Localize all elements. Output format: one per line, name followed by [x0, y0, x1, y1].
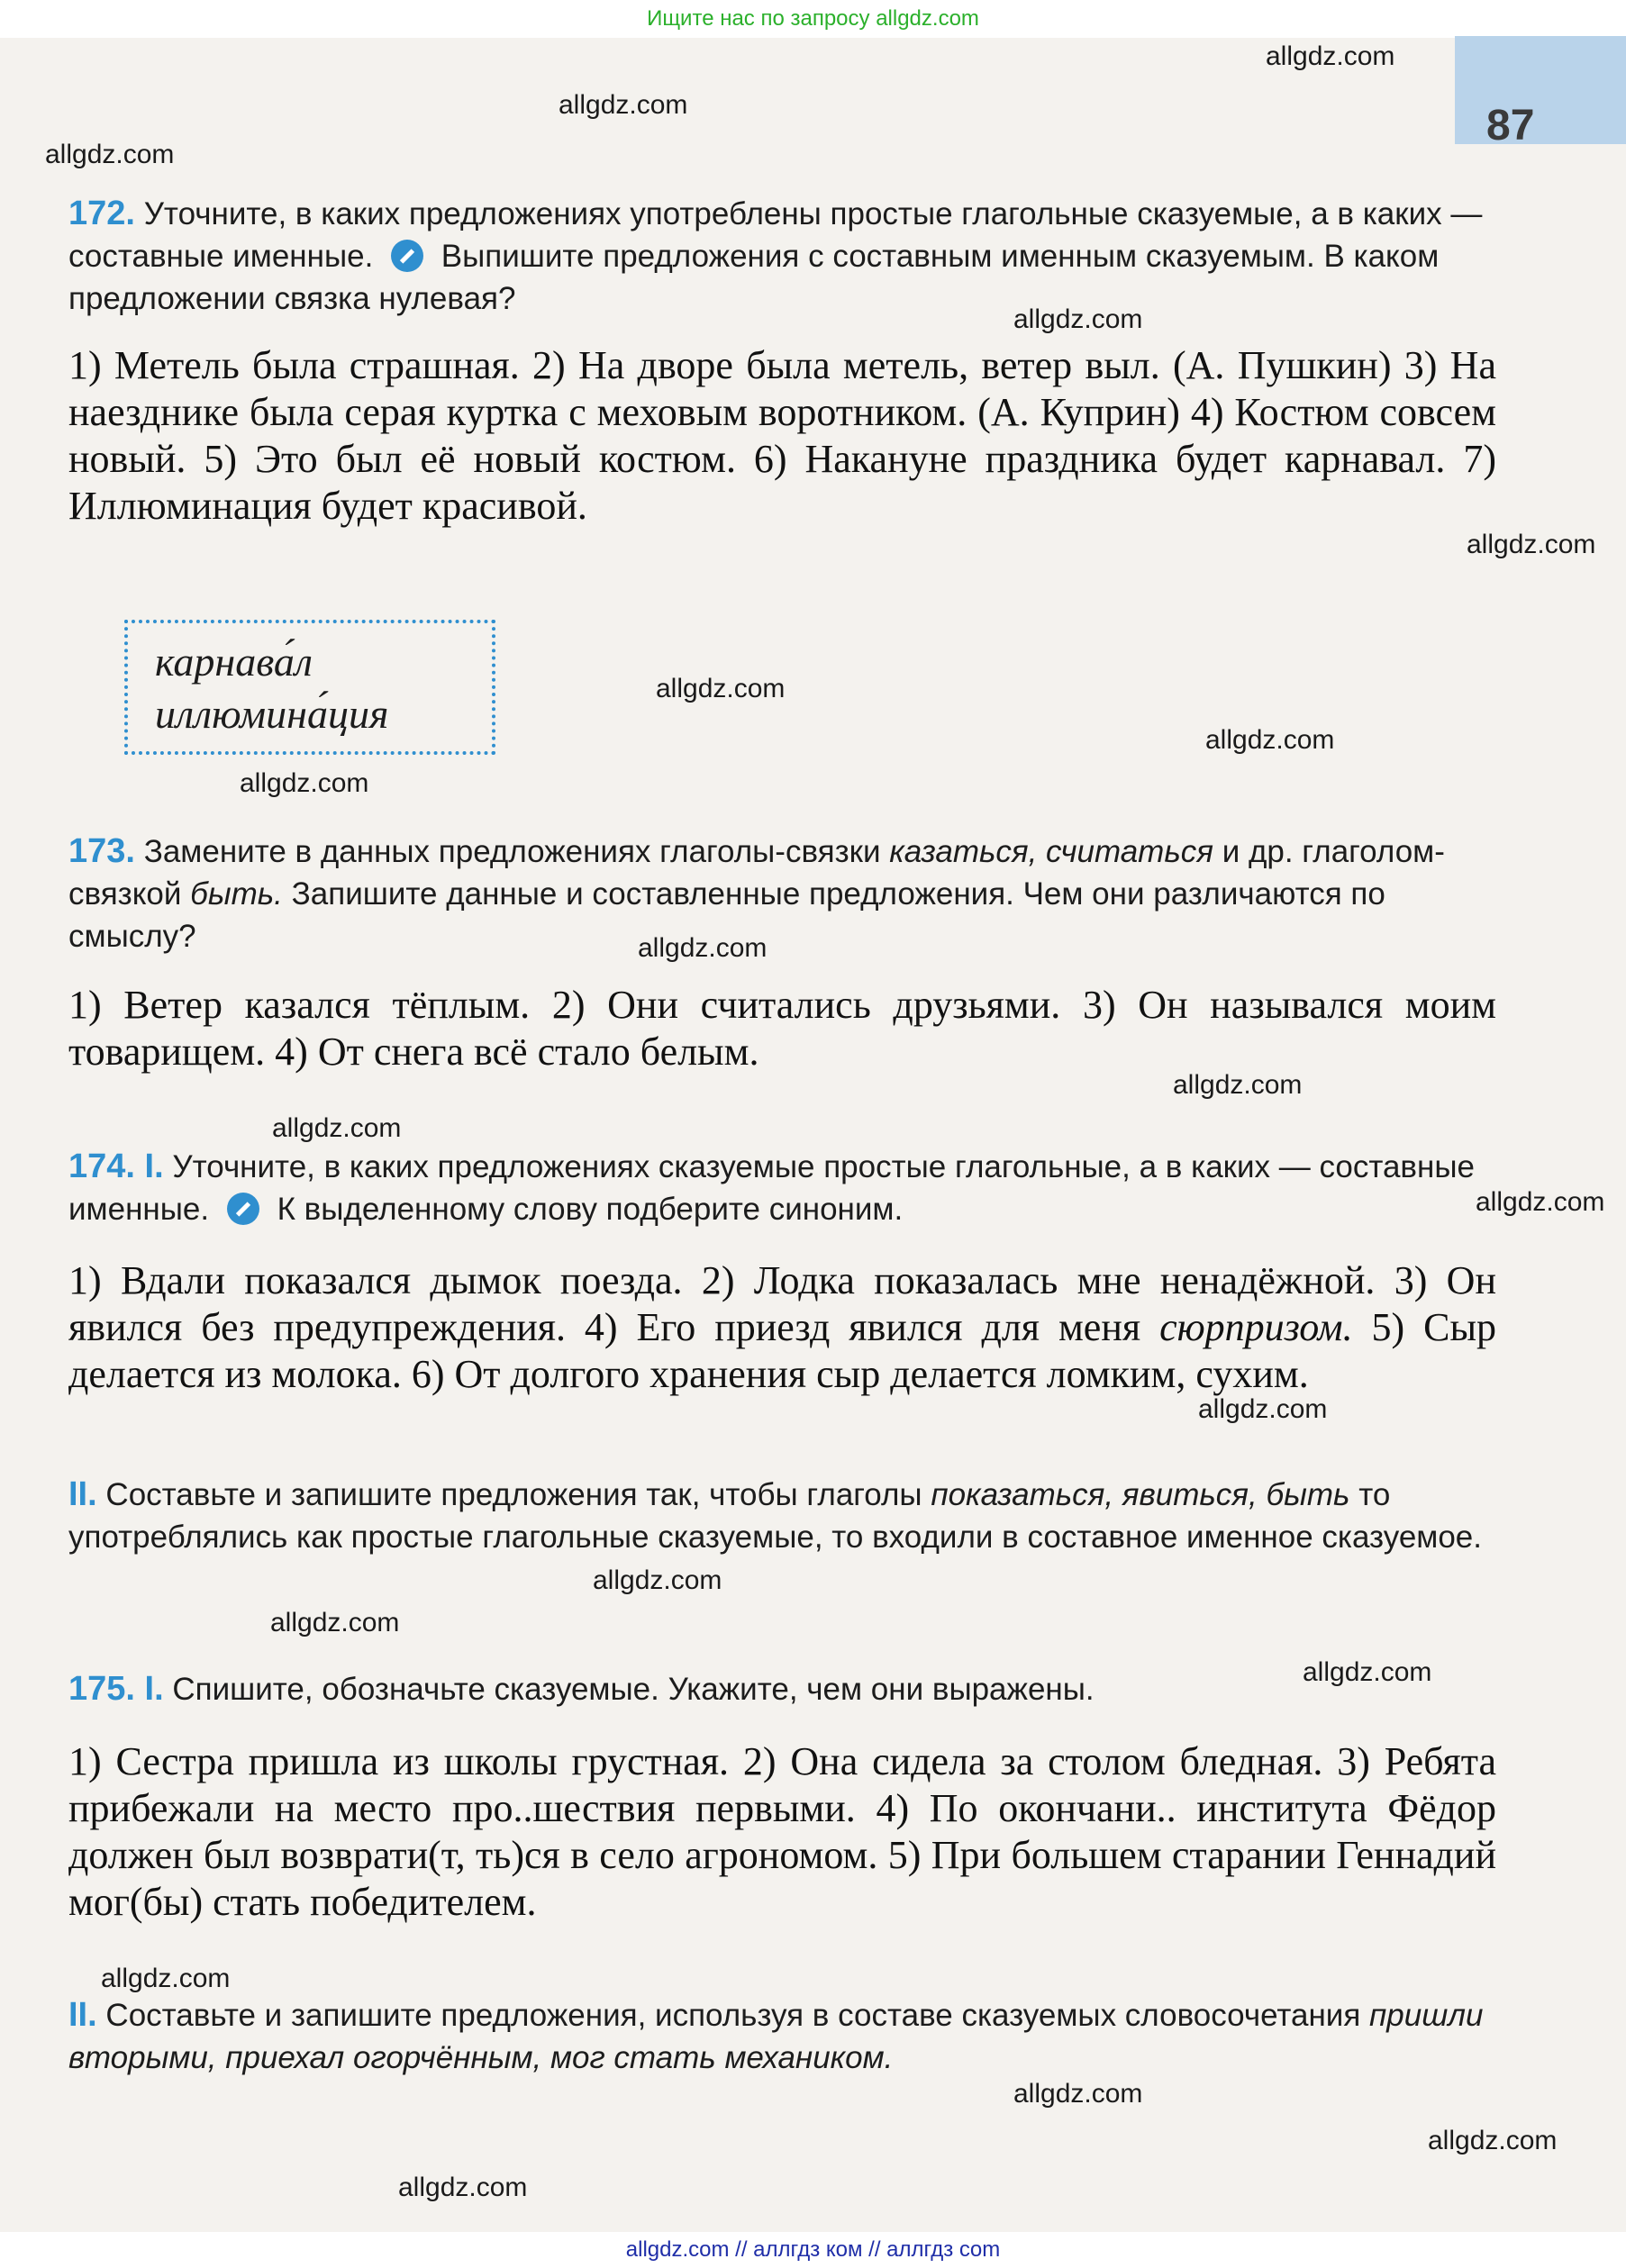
- bottom-banner[interactable]: allgdz.com // аллгдз ком // аллгдз com: [0, 2232, 1626, 2268]
- task-174-part2-number: II.: [68, 1475, 97, 1513]
- vocabulary-box: [124, 620, 495, 755]
- pencil-icon: [227, 1193, 259, 1225]
- watermark: allgdz.com: [45, 140, 175, 169]
- top-banner[interactable]: Ищите нас по запросу allgdz.com: [0, 0, 1626, 38]
- watermark: allgdz.com: [1198, 1394, 1328, 1424]
- task-174-text1: Уточните, в каких предложениях сказуемые простые глагольные, а в каких — составные именные.: [68, 1149, 1475, 1227]
- task-175-text: Спишите, обозначьте сказуемые. Укажите, чем они выражены.: [172, 1672, 1095, 1707]
- page-number: 87: [1486, 102, 1535, 150]
- watermark: allgdz.com: [272, 1113, 402, 1143]
- vocab-word-carnival: карнава́л: [155, 639, 313, 685]
- task-175-number: 175. I.: [68, 1670, 164, 1708]
- vocab-word-illumination: иллюмина́ция: [155, 691, 389, 737]
- task-175-part2-a: Составьте и запишите предложения, используя в составе сказуемых словосочетания: [105, 1998, 1361, 2033]
- task-173-number: 173.: [68, 832, 135, 870]
- task-172-text2: Выпишите предложения с составным именным сказуемым. В каком предложении связка нулевая?: [68, 239, 1440, 316]
- task-174-part2-a: Составьте и запишите предложения так, чтобы глаголы: [105, 1477, 922, 1512]
- task-175-instruction: [68, 1668, 1496, 1710]
- task-173-exercise: 1) Ветер казался тёплым. 2) Они считались друзьями. 3) Он назывался моим товарищем. 4) От снега всё стало белым.: [68, 983, 1496, 1074]
- watermark: allgdz.com: [1303, 1657, 1432, 1687]
- task-173-italic-a: казаться, считаться: [889, 834, 1213, 869]
- task-174-part2-italic: показаться, явиться, быть: [931, 1477, 1350, 1512]
- watermark: allgdz.com: [559, 90, 688, 120]
- watermark: allgdz.com: [1266, 41, 1395, 71]
- task-174-part2: [68, 1474, 1496, 1558]
- task-174-instruction: [68, 1146, 1496, 1230]
- pencil-icon: [391, 240, 423, 272]
- task-174-text2: К выделенному слову подберите синоним.: [277, 1192, 904, 1227]
- task-172-number: 172.: [68, 195, 135, 232]
- task-173-text-a: Замените в данных предложениях глаголы-связки: [143, 834, 881, 869]
- watermark: allgdz.com: [270, 1608, 400, 1637]
- watermark: allgdz.com: [1173, 1070, 1303, 1100]
- task-173-text-c: Запишите данные и составленные предложения. Чем они различаются по смыслу?: [68, 876, 1385, 954]
- watermark: allgdz.com: [656, 674, 786, 703]
- task-172-text1: Уточните, в каких предложениях употреблены простые глагольные сказуемые, а в каких — составные именные.: [68, 196, 1483, 274]
- watermark: allgdz.com: [1013, 2079, 1143, 2109]
- watermark: allgdz.com: [240, 768, 369, 798]
- task-173-text-b: и др. глаголом-связкой: [68, 834, 1445, 912]
- task-173-instruction: [68, 830, 1496, 957]
- watermark: allgdz.com: [593, 1565, 722, 1595]
- watermark: allgdz.com: [1467, 530, 1596, 559]
- watermark: allgdz.com: [1013, 304, 1143, 334]
- watermark: allgdz.com: [101, 1964, 231, 1993]
- task-175-part2: [68, 1994, 1496, 2079]
- task-174-part2-b: то употреблялись как простые глагольные сказуемые, то входили в составное именное сказуемое.: [68, 1477, 1483, 1555]
- watermark: allgdz.com: [1428, 2126, 1558, 2155]
- task-173-italic-b: быть.: [190, 876, 283, 912]
- task-174-number: 174. I.: [68, 1148, 164, 1185]
- task-174-exercise-a: 1) Вдали показался дымок поезда. 2) Лодка показалась мне ненадёжной. 3) Он явился без предупреждения. 4) Его приезд явился для меня: [68, 1258, 1496, 1349]
- task-175-part2-italic: пришли вторыми, приехал огорчённым, мог стать механиком.: [68, 1998, 1484, 2075]
- watermark: allgdz.com: [398, 2173, 528, 2202]
- task-175-exercise: 1) Сестра пришла из школы грустная. 2) Она сидела за столом бледная. 3) Ребята прибежали на место про..шествия первыми. 4) По окончани.. института Фёдор должен был возврати(т, ть)ся в село агрономом. 5) При большем старании Геннадий мог(бы) стать победителем.: [68, 1739, 1496, 1924]
- watermark: allgdz.com: [638, 933, 768, 963]
- task-175-part2-number: II.: [68, 1996, 97, 2034]
- task-172-instruction: [68, 193, 1496, 320]
- task-174-exercise-b: 5) Сыр делается из молока. 6) От долгого хранения сыр делается ломким, сухим.: [68, 1305, 1497, 1396]
- watermark: allgdz.com: [1205, 725, 1335, 755]
- page-corner-tab: [1455, 36, 1626, 144]
- task-174-exercise: [68, 1257, 1496, 1398]
- watermark: allgdz.com: [1476, 1187, 1605, 1217]
- task-174-highlighted-word: сюрпризом.: [1159, 1305, 1353, 1349]
- task-172-exercise: 1) Метель была страшная. 2) На дворе была метель, ветер выл. (А. Пушкин) 3) На наезднике была серая куртка с меховым воротником. (А. Куприн) 4) Костюм совсем новый. 5) Это был её новый костюм. 6) Накануне праздника будет карнавал. 7) Иллюминация будет красивой.: [68, 343, 1496, 528]
